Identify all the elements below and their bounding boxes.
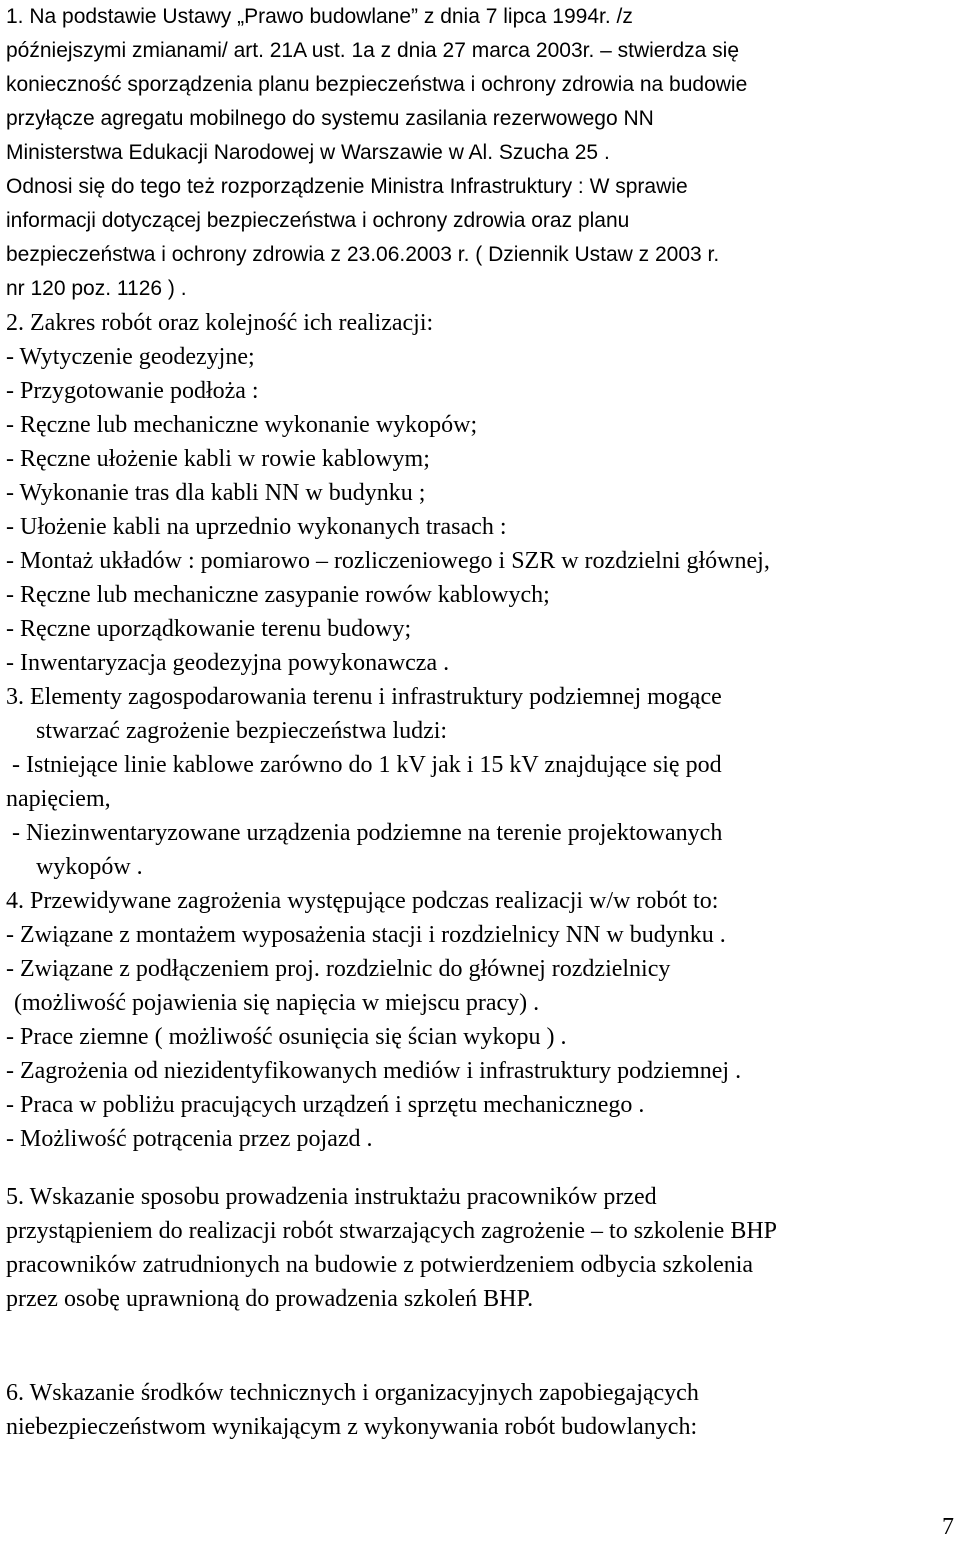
section-4-heading: 4. Przewidywane zagrożenia występujące podczas realizacji w/w robót to: xyxy=(6,888,719,914)
section-6-line: niebezpieczeństwom wynikającym z wykonywania robót budowlanych: xyxy=(6,1414,698,1440)
list-item: - Istniejące linie kablowe zarówno do 1 kV jak i 15 kV znajdujące się pod xyxy=(6,752,722,778)
list-item: - Ręczne ułożenie kabli w rowie kablowym; xyxy=(6,446,430,472)
list-item: - Inwentaryzacja geodezyjna powykonawcza . xyxy=(6,650,450,676)
section-6 xyxy=(6,1376,956,1444)
page-number: 7 xyxy=(942,1514,954,1540)
section-1-line: informacji dotyczącej bezpieczeństwa i ochrony zdrowia oraz planu xyxy=(6,209,630,232)
section-1-line: Ministerstwa Edukacji Narodowej w Warszawie w Al. Szucha 25 . xyxy=(6,141,610,164)
list-item: - Związane z podłączeniem proj. rozdzielnic do głównej rozdzielnicy xyxy=(6,956,671,982)
section-5-line: 5. Wskazanie sposobu prowadzenia instruktażu pracowników przed xyxy=(6,1184,657,1210)
section-1-line: późniejszymi zmianami/ art. 21A ust. 1a z dnia 27 marca 2003r. – stwierdza się xyxy=(6,39,740,62)
list-item: - Ręczne uporządkowanie terenu budowy; xyxy=(6,616,412,642)
section-3-heading-continuation: stwarzać zagrożenie bezpieczeństwa ludzi: xyxy=(36,718,448,744)
section-5-line: pracowników zatrudnionych na budowie z potwierdzeniem odbycia szkolenia xyxy=(6,1252,754,1278)
section-5-line: przystąpieniem do realizacji robót stwarzających zagrożenie – to szkolenie BHP xyxy=(6,1218,778,1244)
list-item: - Wykonanie tras dla kabli NN w budynku ; xyxy=(6,480,426,506)
document-page xyxy=(6,0,956,1444)
list-item: - Ręczne lub mechaniczne wykonanie wykopów; xyxy=(6,412,478,438)
spacer xyxy=(6,1316,956,1376)
section-3-heading: 3. Elementy zagospodarowania terenu i infrastruktury podziemnej mogące xyxy=(6,684,722,710)
section-1-line: 1. Na podstawie Ustawy „Prawo budowlane” z dnia 7 lipca 1994r. /z xyxy=(6,5,633,28)
section-1-line: konieczność sporządzenia planu bezpieczeństwa i ochrony zdrowia na budowie xyxy=(6,73,748,96)
list-item: - Montaż układów : pomiarowo – rozliczeniowego i SZR w rozdzielni głównej, xyxy=(6,548,770,574)
section-5-line: przez osobę uprawnioną do prowadzenia szkoleń BHP. xyxy=(6,1286,534,1312)
list-item: - Zagrożenia od niezidentyfikowanych mediów i infrastruktury podziemnej . xyxy=(6,1058,742,1084)
section-4 xyxy=(6,884,956,1156)
list-item: - Ręczne lub mechaniczne zasypanie rowów kablowych; xyxy=(6,582,550,608)
section-1-line: bezpieczeństwa i ochrony zdrowia z 23.06.2003 r. ( Dziennik Ustaw z 2003 r. xyxy=(6,243,720,266)
list-item: - Niezinwentaryzowane urządzenia podziemne na terenie projektowanych xyxy=(6,820,723,846)
list-item: - Prace ziemne ( możliwość osunięcia się ścian wykopu ) . xyxy=(6,1024,567,1050)
list-item: - Wytyczenie geodezyjne; xyxy=(6,344,255,370)
section-1-line: przyłącze agregatu mobilnego do systemu zasilania rezerwowego NN xyxy=(6,107,654,130)
list-item: - Przygotowanie podłoża : xyxy=(6,378,259,404)
section-2 xyxy=(6,306,956,680)
list-item: - Możliwość potrącenia przez pojazd . xyxy=(6,1126,373,1152)
list-item-continuation: napięciem, xyxy=(6,786,111,812)
list-item: - Związane z montażem wyposażenia stacji i rozdzielnicy NN w budynku . xyxy=(6,922,726,948)
section-3 xyxy=(6,680,956,884)
section-2-heading: 2. Zakres robót oraz kolejność ich realizacji: xyxy=(6,310,434,336)
list-item: - Praca w pobliżu pracujących urządzeń i sprzętu mechanicznego . xyxy=(6,1092,645,1118)
section-1-line: nr 120 poz. 1126 ) . xyxy=(6,277,187,300)
list-item: - Ułożenie kabli na uprzednio wykonanych trasach : xyxy=(6,514,507,540)
list-item-continuation: (możliwość pojawienia się napięcia w miejscu pracy) . xyxy=(14,990,540,1016)
section-5 xyxy=(6,1180,956,1316)
spacer xyxy=(6,1156,956,1180)
section-1 xyxy=(6,0,956,306)
section-1-line: Odnosi się do tego też rozporządzenie Ministra Infrastruktury : W sprawie xyxy=(6,175,688,198)
list-item-continuation: wykopów . xyxy=(36,854,143,880)
section-6-line: 6. Wskazanie środków technicznych i organizacyjnych zapobiegających xyxy=(6,1380,699,1406)
